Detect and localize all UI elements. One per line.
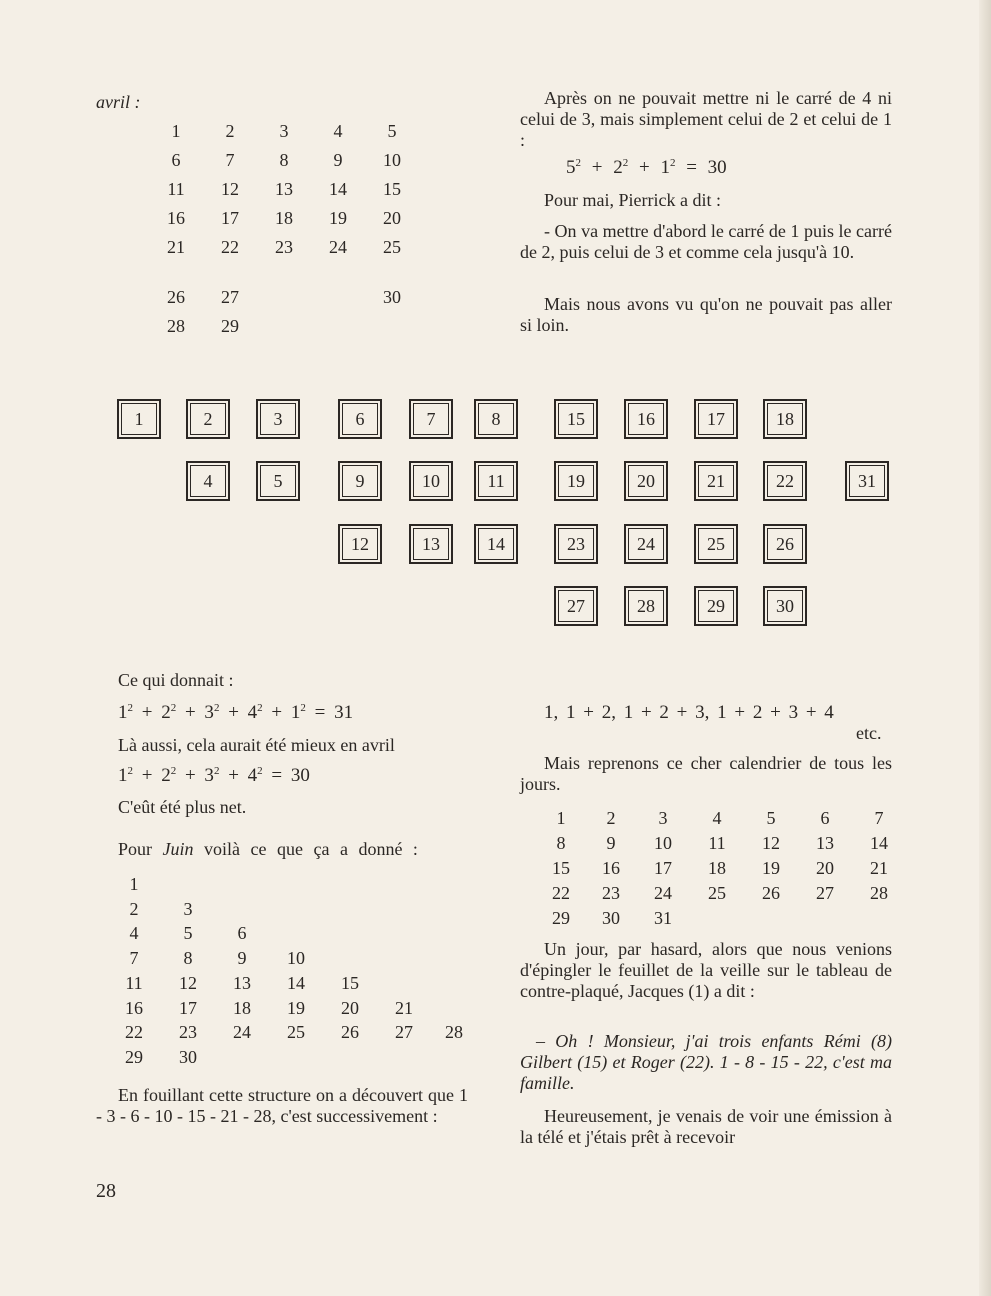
quote-jacques: – Oh ! Monsieur, j'ai trois enfants Rémi (8) Gilbert (15) et Roger (22). 1 - 8 - 15 - 22, c'est ma famille. xyxy=(520,1031,892,1093)
april-day: 24 xyxy=(329,237,347,257)
april-day: 23 xyxy=(275,237,293,257)
april-day: 20 xyxy=(383,208,401,228)
calendar-day: 20 xyxy=(816,858,834,878)
april-day: 7 xyxy=(225,150,235,170)
number-box: 7 xyxy=(409,399,453,439)
paragraph-fouillant: En fouillant cette structure on a découvert que 1 - 3 - 6 - 10 - 15 - 21 - 28, c'est successivement : xyxy=(96,1085,468,1126)
juin-day: 20 xyxy=(341,997,359,1018)
april-day: 28 xyxy=(167,316,185,336)
juin-day: 28 xyxy=(445,1022,463,1043)
calendar-day: 18 xyxy=(708,858,726,878)
calendar-day: 16 xyxy=(602,858,620,878)
calendar-day: 10 xyxy=(654,833,672,853)
sequence-line: 1, 1 + 2, 1 + 2 + 3, 1 + 2 + 3 + 4 xyxy=(544,702,834,723)
number-box: 17 xyxy=(694,399,738,439)
juin-day: 26 xyxy=(341,1022,359,1043)
calendar-day: 8 xyxy=(556,833,566,853)
juin-day: 8 xyxy=(183,948,193,969)
page-number: 28 xyxy=(96,1180,116,1202)
juin-day: 11 xyxy=(125,972,143,993)
calendar-day: 9 xyxy=(606,833,616,853)
april-label: avril : xyxy=(96,92,141,112)
number-box: 12 xyxy=(338,524,382,564)
april-day: 6 xyxy=(171,150,181,170)
april-day: 5 xyxy=(387,121,397,141)
calendar-day: 30 xyxy=(602,908,620,928)
calendar-day: 15 xyxy=(552,858,570,878)
april-day: 25 xyxy=(383,237,401,257)
juin-day: 14 xyxy=(287,972,305,993)
april-day: 10 xyxy=(383,150,401,170)
line-la-aussi: Là aussi, cela aurait été mieux en avril xyxy=(118,735,395,755)
paragraph-mais: Mais nous avons vu qu'on ne pouvait pas aller si loin. xyxy=(520,294,892,335)
calendar-day: 29 xyxy=(552,908,570,928)
number-box: 9 xyxy=(338,461,382,501)
formula-may-sum: $1^2 + 2^2 + 3^2 + 4^2 + 1^2 = 31$ xyxy=(118,702,354,723)
number-box: 19 xyxy=(554,461,598,501)
number-box: 20 xyxy=(624,461,668,501)
calendar-day: 6 xyxy=(820,808,830,828)
april-day: 17 xyxy=(221,208,239,228)
page-edge xyxy=(979,0,991,1296)
april-day: 21 xyxy=(167,237,185,257)
calendar-day: 26 xyxy=(762,883,780,903)
calendar-day: 12 xyxy=(762,833,780,853)
number-box: 29 xyxy=(694,586,738,626)
calendar-day: 4 xyxy=(712,808,722,828)
juin-day: 6 xyxy=(237,923,247,944)
number-box: 22 xyxy=(763,461,807,501)
etc-text: etc. xyxy=(856,723,882,743)
line-pour-juin: Pour Juin voilà ce que ça a donné : xyxy=(118,839,418,859)
formula-may: $5^2 + 2^2 + 1^2 = 30$ xyxy=(566,157,727,178)
number-box: 14 xyxy=(474,524,518,564)
number-box: 6 xyxy=(338,399,382,439)
juin-day: 16 xyxy=(125,997,143,1018)
calendar-day: 31 xyxy=(654,908,672,928)
number-box: 27 xyxy=(554,586,598,626)
number-box: 16 xyxy=(624,399,668,439)
juin-day: 15 xyxy=(341,972,359,993)
number-box: 8 xyxy=(474,399,518,439)
line-plus-net: C'eût été plus net. xyxy=(118,797,247,817)
april-day: 29 xyxy=(221,316,239,336)
april-day: 22 xyxy=(221,237,239,257)
april-day: 9 xyxy=(333,150,343,170)
paragraph-reprenons: Mais reprenons ce cher calendrier de tous les jours. xyxy=(520,753,892,794)
juin-day: 5 xyxy=(183,923,193,944)
april-day: 1 xyxy=(171,121,181,141)
number-box: 18 xyxy=(763,399,807,439)
juin-day: 2 xyxy=(129,898,139,919)
april-day: 2 xyxy=(225,121,235,141)
juin-day: 10 xyxy=(287,948,305,969)
april-day: 14 xyxy=(329,179,347,199)
juin-day: 24 xyxy=(233,1022,251,1043)
formula-april-sum: $1^2 + 2^2 + 3^2 + 4^2 = 30$ xyxy=(118,765,310,786)
calendar-day: 19 xyxy=(762,858,780,878)
april-day: 13 xyxy=(275,179,293,199)
april-day: 18 xyxy=(275,208,293,228)
number-box: 4 xyxy=(186,461,230,501)
calendar-day: 23 xyxy=(602,883,620,903)
juin-day: 21 xyxy=(395,997,413,1018)
juin-day: 17 xyxy=(179,997,197,1018)
number-box: 23 xyxy=(554,524,598,564)
calendar-day: 24 xyxy=(654,883,672,903)
juin-day: 30 xyxy=(179,1046,197,1067)
juin-day: 7 xyxy=(129,948,139,969)
calendar-day: 3 xyxy=(658,808,668,828)
april-day: 4 xyxy=(333,121,343,141)
juin-day: 29 xyxy=(125,1046,143,1067)
paragraph-squares: Après on ne pouvait mettre ni le carré de 4 ni celui de 3, mais simplement celui de 2 et celui de 1 : xyxy=(520,88,892,150)
calendar-day: 22 xyxy=(552,883,570,903)
juin-day: 4 xyxy=(129,923,139,944)
april-day: 16 xyxy=(167,208,185,228)
line-ce-qui-donnait: Ce qui donnait : xyxy=(118,670,234,690)
juin-day: 19 xyxy=(287,997,305,1018)
juin-day: 22 xyxy=(125,1022,143,1043)
calendar-day: 11 xyxy=(708,833,726,853)
number-box: 31 xyxy=(845,461,889,501)
juin-day: 9 xyxy=(237,948,247,969)
juin-day: 3 xyxy=(183,898,193,919)
number-box: 24 xyxy=(624,524,668,564)
april-day: 30 xyxy=(383,287,401,307)
juin-day: 1 xyxy=(129,874,139,894)
number-box: 5 xyxy=(256,461,300,501)
number-box: 3 xyxy=(256,399,300,439)
april-day: 19 xyxy=(329,208,347,228)
april-day: 27 xyxy=(221,287,239,307)
juin-day: 23 xyxy=(179,1022,197,1043)
april-day: 15 xyxy=(383,179,401,199)
calendar-day: 25 xyxy=(708,883,726,903)
paragraph-mai: Pour mai, Pierrick a dit : xyxy=(544,190,721,210)
number-box: 13 xyxy=(409,524,453,564)
calendar-day: 21 xyxy=(870,858,888,878)
calendar-day: 2 xyxy=(606,808,616,828)
number-box: 21 xyxy=(694,461,738,501)
paragraph-heureusement: Heureusement, je venais de voir une émission à la télé et j'étais prêt à recevoir xyxy=(520,1106,892,1147)
paragraph-un-jour: Un jour, par hasard, alors que nous venions d'épingler le feuillet de la veille sur le tableau de contre-plaqué, Jacques (1) a dit : xyxy=(520,939,892,1001)
number-box: 10 xyxy=(409,461,453,501)
juin-day: 18 xyxy=(233,997,251,1018)
number-box: 2 xyxy=(186,399,230,439)
number-box: 30 xyxy=(763,586,807,626)
calendar-day: 28 xyxy=(870,883,888,903)
calendar-day: 1 xyxy=(556,808,566,828)
calendar-day: 7 xyxy=(874,808,884,828)
juin-day: 25 xyxy=(287,1022,305,1043)
juin-day: 27 xyxy=(395,1022,413,1043)
calendar-day: 5 xyxy=(766,808,776,828)
april-day: 26 xyxy=(167,287,185,307)
number-box: 1 xyxy=(117,399,161,439)
april-day: 11 xyxy=(167,179,185,199)
number-box: 25 xyxy=(694,524,738,564)
juin-day: 13 xyxy=(233,972,251,993)
april-day: 12 xyxy=(221,179,239,199)
number-box: 26 xyxy=(763,524,807,564)
number-box: 15 xyxy=(554,399,598,439)
number-box: 11 xyxy=(474,461,518,501)
number-box: 28 xyxy=(624,586,668,626)
calendar-day: 27 xyxy=(816,883,834,903)
paragraph-pierrick: - On va mettre d'abord le carré de 1 puis le carré de 2, puis celui de 3 et comme cela jusqu'à 10. xyxy=(520,221,892,262)
juin-day: 12 xyxy=(179,972,197,993)
april-day: 3 xyxy=(279,121,289,141)
calendar-day: 14 xyxy=(870,833,888,853)
april-day: 8 xyxy=(279,150,289,170)
calendar-day: 13 xyxy=(816,833,834,853)
calendar-day: 17 xyxy=(654,858,672,878)
